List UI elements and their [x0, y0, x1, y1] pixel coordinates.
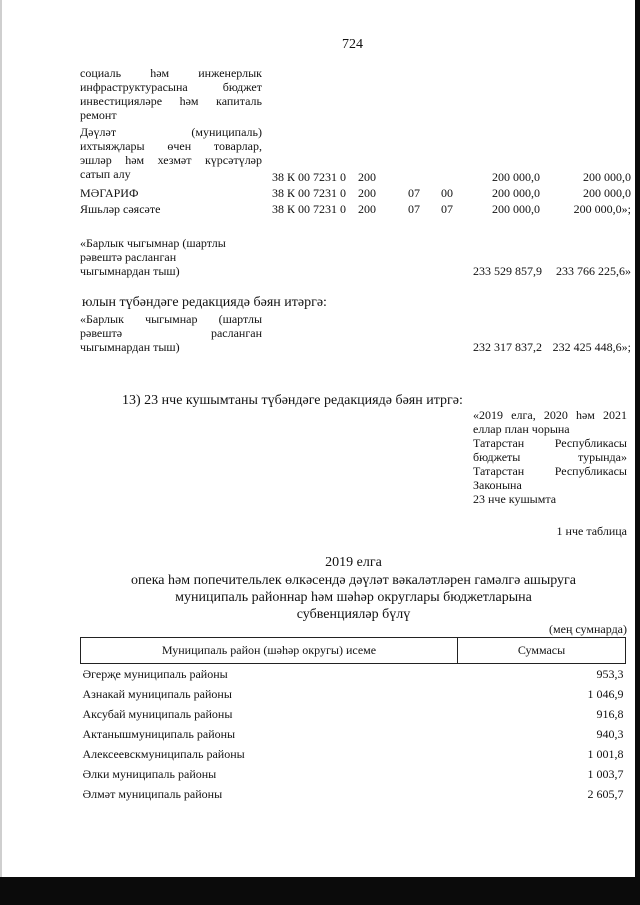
heading-line1: опека һәм попечительлек өлкәсендә дәүләт вәкаләтләрен гамәлгә ашыруга — [130, 573, 577, 588]
table-row — [81, 744, 626, 764]
row2-v1: 200 000,0 — [492, 202, 540, 216]
municipality-name: Әгерҗе муниципаль районы — [82, 666, 228, 681]
col-municipality-header: Муниципаль район (шәһәр округы) исеме — [81, 638, 458, 664]
total-old-label: «Барлык чыгымнар (шартлы рәвештә расланган чыгымнардан тыш) — [80, 236, 226, 278]
table-row — [81, 784, 626, 804]
heading-line2: муниципаль районнар һәм шәһәр округлары бюджетларына — [175, 590, 532, 605]
municipality-name: Алексеевскмуниципаль районы — [82, 746, 245, 761]
item-13: 13) 23 нче кушымтаны түбәндәге редакциядә бәян итргә: — [122, 393, 463, 408]
scan-edge-right — [635, 0, 640, 905]
row2-c1: 200 — [358, 202, 376, 216]
table-row — [81, 724, 626, 744]
page-number: 724 — [342, 37, 363, 52]
row0-v2: 200 000,0 — [583, 170, 631, 184]
total-old-v1: 233 529 857,9 — [473, 264, 542, 278]
row0-code: 38 К 00 7231 0 — [272, 170, 347, 184]
heading-line3: субвенцияләр бүлү — [296, 607, 411, 622]
table-label: 1 нче таблица — [556, 524, 627, 538]
row1-code: 38 К 00 7231 0 — [272, 186, 347, 200]
amount-value: 940,3 — [596, 726, 624, 741]
row2-c2: 07 — [408, 202, 420, 216]
item-state-purchases: Дәүләт (муниципаль) ихтыяҗлары өчен товарлар, эшләр һәм хезмәт күрсәтүләр сатып алу — [80, 125, 263, 181]
amount-value: 916,8 — [596, 706, 624, 721]
table-row — [81, 764, 626, 784]
scan-edge-bottom — [0, 877, 640, 905]
total-new-label: «Барлык чыгымнар (шартлы рәвештә расланган чыгымнардан тыш) — [80, 312, 263, 354]
total-old-v2: 233 766 225,6» — [556, 264, 631, 278]
amount-value: 2 605,7 — [587, 786, 624, 801]
row1-c2: 07 — [408, 186, 420, 200]
municipality-name: Әлки муниципаль районы — [82, 766, 217, 781]
total-new-v1: 232 317 837,2 — [473, 340, 542, 354]
row1-label: МӘГАРИФ — [80, 186, 139, 200]
municipality-name: Әлмәт муниципаль районы — [82, 786, 223, 801]
table-row — [81, 704, 626, 724]
row1-c1: 200 — [358, 186, 376, 200]
row1-v2: 200 000,0 — [583, 186, 631, 200]
row0-v1: 200 000,0 — [492, 170, 540, 184]
table-header-row — [81, 638, 626, 664]
scan-edge-left — [0, 0, 2, 905]
units-label: (мең сумнарда) — [549, 622, 627, 636]
total-new-v2: 232 425 448,6»; — [552, 340, 631, 354]
item-social-infrastructure: социаль һәм инженерлык инфраструктурасына бюджет инвестицияләре һәм капиталь ремонт — [80, 66, 263, 122]
row2-v2: 200 000,0»; — [573, 202, 631, 216]
municipality-name: Актанышмуниципаль районы — [82, 726, 236, 741]
row0-c1: 200 — [358, 170, 376, 184]
replace-phrase: юлын түбәндәге редакциядә бәян итәргә: — [82, 295, 327, 310]
heading-year: 2019 елга — [325, 555, 382, 570]
row2-label: Яшьләр сәясәте — [80, 202, 161, 216]
municipality-name: Аксубай муниципаль районы — [82, 706, 233, 721]
col-amount-header: Суммасы — [458, 638, 626, 664]
municipality-name: Азнакай муниципаль районы — [82, 686, 232, 701]
amount-value: 953,3 — [596, 666, 624, 681]
appendix-reference: «2019 елга, 2020 һәм 2021 еллар план чорына Татарстан Республикасы бюджеты турында» Татарстан Республикасы Законына 23 нче кушымта — [473, 408, 628, 506]
table-row — [81, 664, 626, 685]
table-row — [81, 684, 626, 704]
amount-value: 1 046,9 — [587, 686, 624, 701]
row2-c3: 07 — [441, 202, 453, 216]
row2-code: 38 К 00 7231 0 — [272, 202, 347, 216]
amount-value: 1 003,7 — [587, 766, 624, 781]
row1-c3: 00 — [441, 186, 453, 200]
amount-value: 1 001,8 — [587, 746, 624, 761]
row1-v1: 200 000,0 — [492, 186, 540, 200]
subvention-table — [80, 637, 626, 804]
